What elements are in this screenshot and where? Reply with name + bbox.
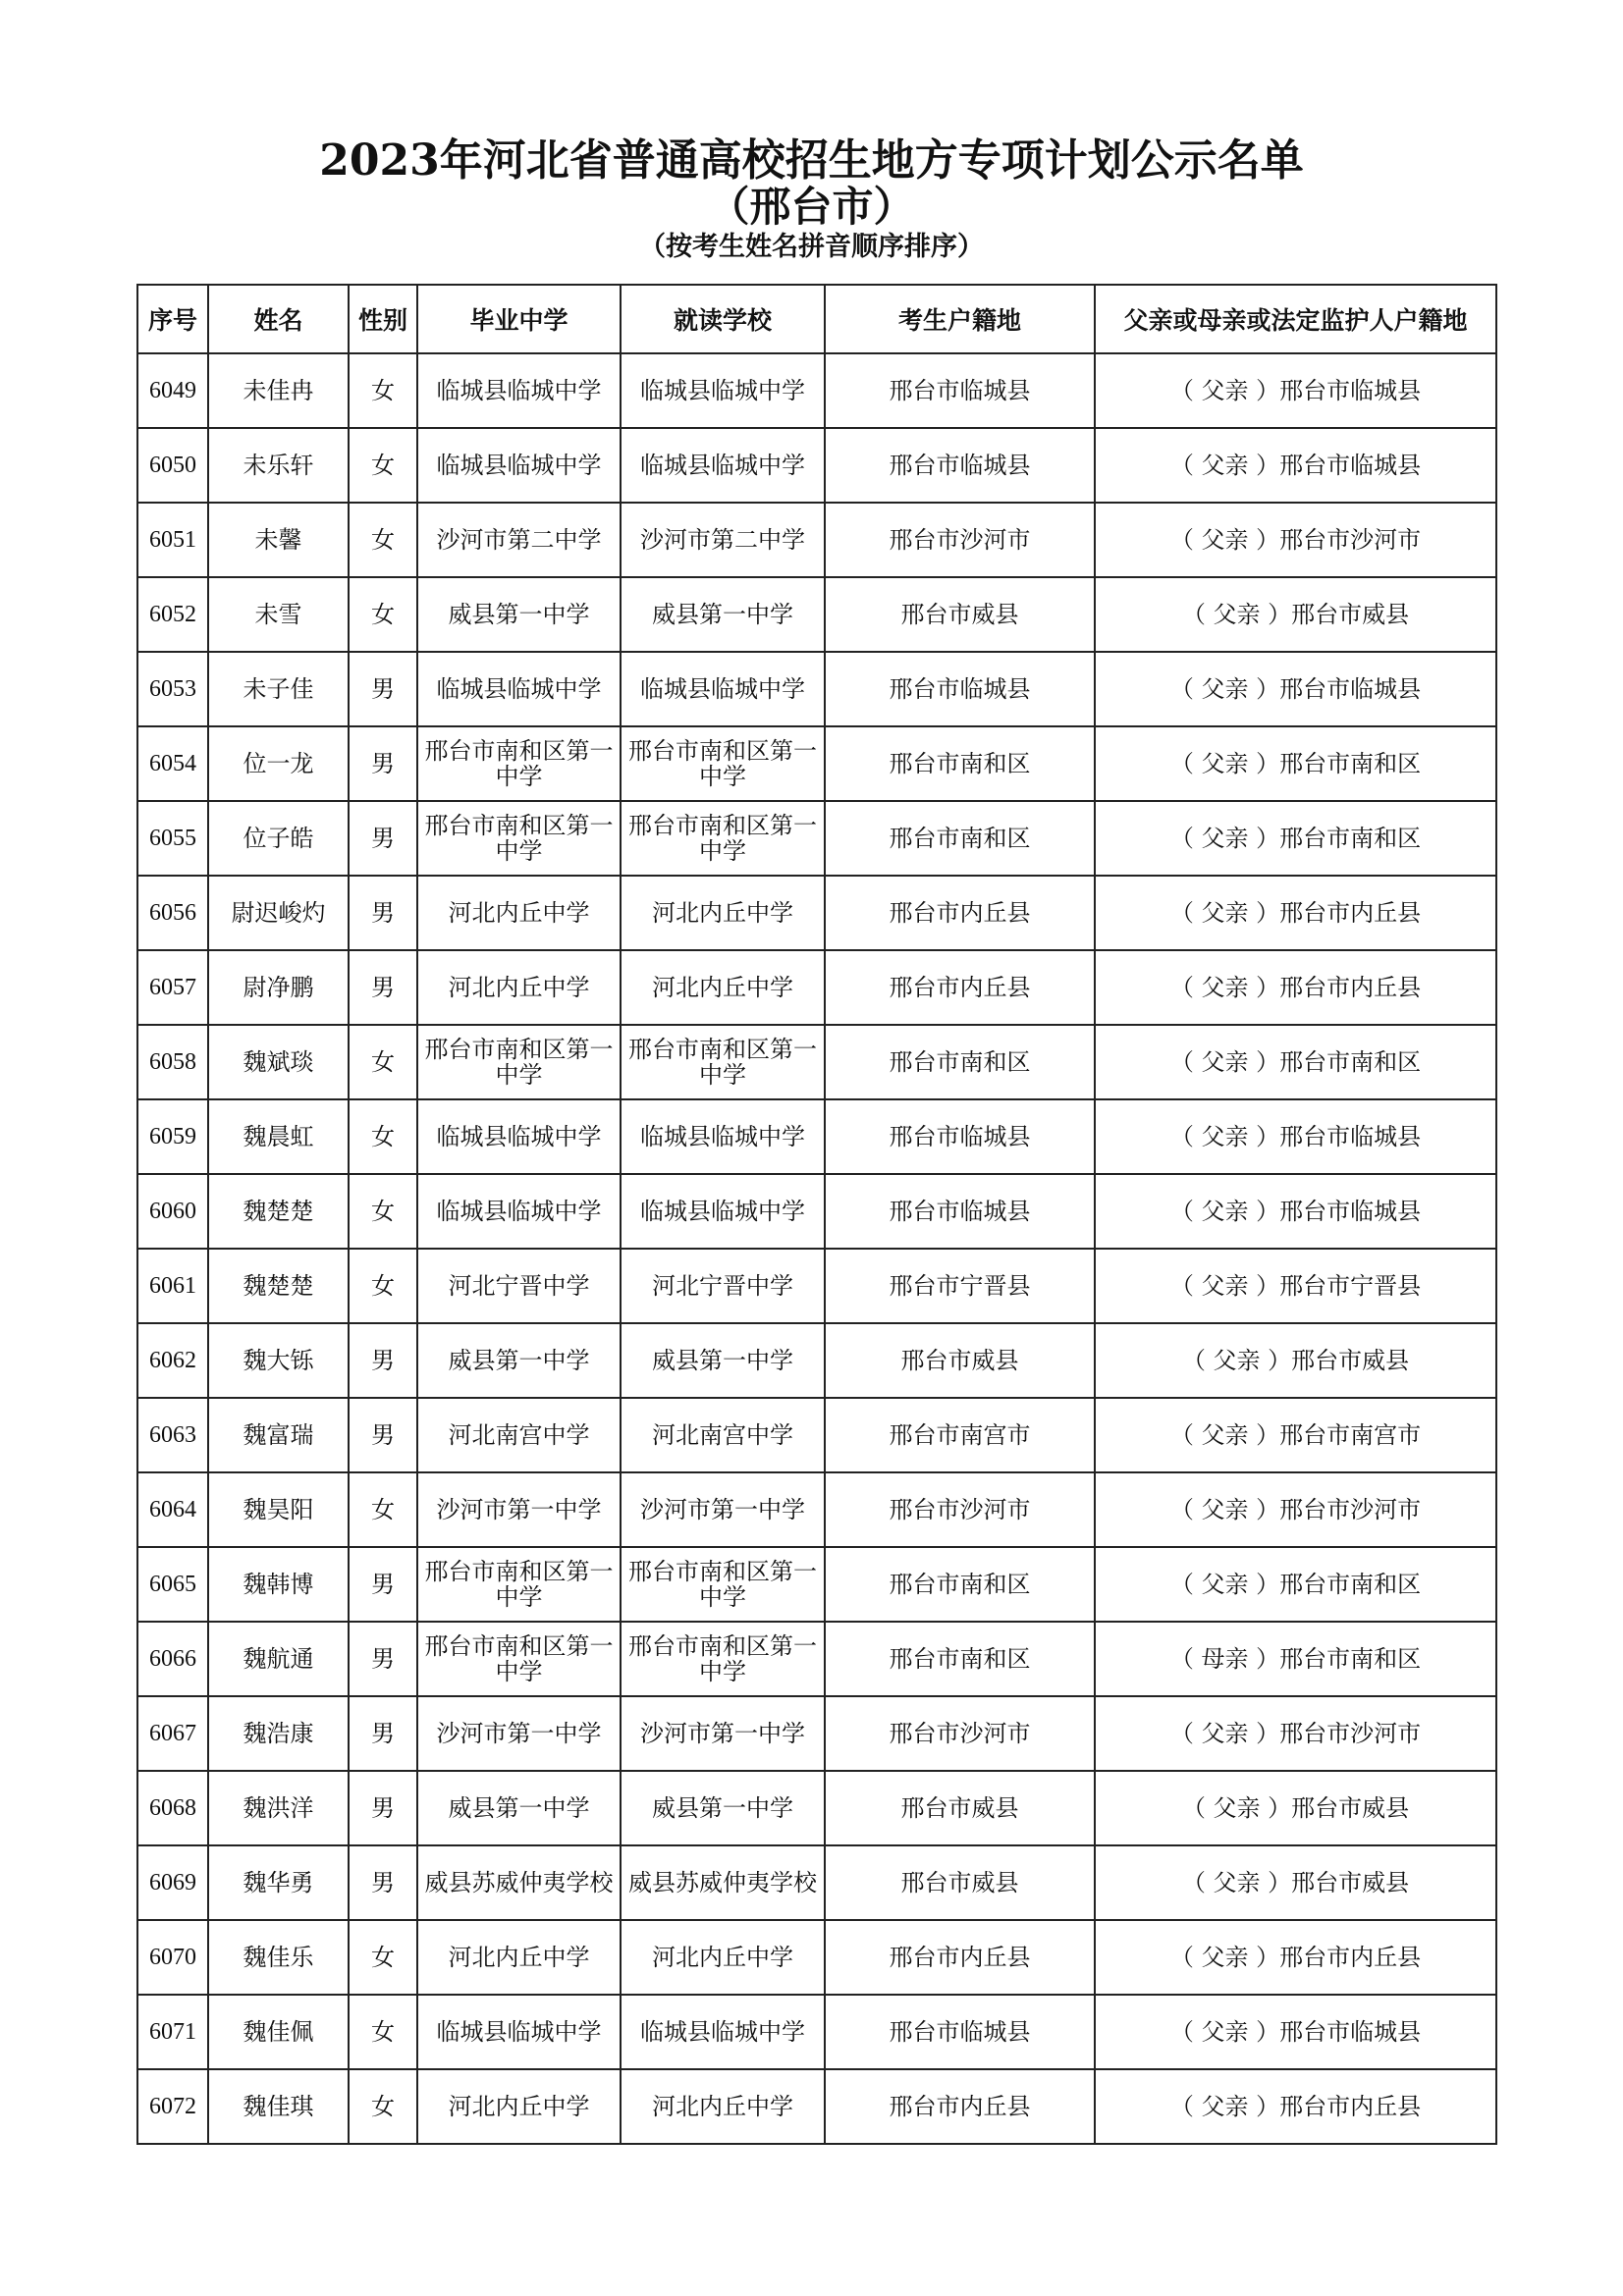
- gender-cell: 男: [349, 876, 417, 950]
- gender-cell: 女: [349, 1174, 417, 1249]
- name-cell: 魏浩康: [208, 1696, 349, 1771]
- seq-cell: 6066: [137, 1622, 208, 1696]
- graduate-school-cell: 临城县临城中学: [417, 652, 621, 726]
- current-school-cell: 临城县临城中学: [621, 652, 825, 726]
- table-row: [137, 1099, 1496, 1174]
- guardian-hukou-cell: （ 父亲 ）邢台市临城县: [1095, 1995, 1496, 2069]
- student-hukou-cell: 邢台市临城县: [825, 1099, 1095, 1174]
- name-cell: 尉净鹏: [208, 950, 349, 1025]
- student-hukou-cell: 邢台市内丘县: [825, 950, 1095, 1025]
- name-cell: 魏楚楚: [208, 1174, 349, 1249]
- guardian-hukou-cell: （ 父亲 ）邢台市威县: [1095, 1323, 1496, 1398]
- guardian-hukou-cell: （ 父亲 ）邢台市南宫市: [1095, 1398, 1496, 1472]
- table-row: [137, 1025, 1496, 1099]
- gender-cell: 女: [349, 428, 417, 503]
- graduate-school-cell: 临城县临城中学: [417, 1174, 621, 1249]
- gender-cell: 男: [349, 1323, 417, 1398]
- graduate-school-cell: 邢台市南和区第一中学: [417, 726, 621, 801]
- student-hukou-cell: 邢台市南和区: [825, 726, 1095, 801]
- guardian-hukou-cell: （ 父亲 ）邢台市临城县: [1095, 652, 1496, 726]
- student-hukou-cell: 邢台市南和区: [825, 801, 1095, 876]
- student-hukou-cell: 邢台市临城县: [825, 1995, 1095, 2069]
- guardian-hukou-cell: （ 父亲 ）邢台市内丘县: [1095, 876, 1496, 950]
- table-row: [137, 1920, 1496, 1995]
- current-school-cell: 河北内丘中学: [621, 876, 825, 950]
- guardian-hukou-cell: （ 父亲 ）邢台市临城县: [1095, 353, 1496, 428]
- graduate-school-cell: 沙河市第一中学: [417, 1696, 621, 1771]
- guardian-hukou-cell: （ 父亲 ）邢台市内丘县: [1095, 950, 1496, 1025]
- current-school-cell: 沙河市第一中学: [621, 1696, 825, 1771]
- table-row: [137, 876, 1496, 950]
- graduate-school-cell: 威县苏威仲夷学校: [417, 1845, 621, 1920]
- current-school-cell: 临城县临城中学: [621, 1174, 825, 1249]
- current-school-cell: 河北南宫中学: [621, 1398, 825, 1472]
- current-school-cell: 临城县临城中学: [621, 1099, 825, 1174]
- graduate-school-cell: 邢台市南和区第一中学: [417, 1622, 621, 1696]
- name-cell: 魏韩博: [208, 1547, 349, 1622]
- col-header-gender: 性别: [349, 285, 417, 353]
- gender-cell: 女: [349, 353, 417, 428]
- gender-cell: 女: [349, 1995, 417, 2069]
- table-row: [137, 1696, 1496, 1771]
- graduate-school-cell: 沙河市第二中学: [417, 503, 621, 577]
- table-row: [137, 1622, 1496, 1696]
- name-cell: 魏华勇: [208, 1845, 349, 1920]
- name-cell: 魏斌琰: [208, 1025, 349, 1099]
- gender-cell: 男: [349, 950, 417, 1025]
- seq-cell: 6072: [137, 2069, 208, 2144]
- student-hukou-cell: 邢台市南宫市: [825, 1398, 1095, 1472]
- current-school-cell: 邢台市南和区第一中学: [621, 1025, 825, 1099]
- table-row: [137, 353, 1496, 428]
- current-school-cell: 临城县临城中学: [621, 428, 825, 503]
- student-hukou-cell: 邢台市南和区: [825, 1025, 1095, 1099]
- current-school-cell: 威县苏威仲夷学校: [621, 1845, 825, 1920]
- current-school-cell: 威县第一中学: [621, 577, 825, 652]
- graduate-school-cell: 邢台市南和区第一中学: [417, 801, 621, 876]
- name-cell: 未佳冉: [208, 353, 349, 428]
- gender-cell: 男: [349, 1622, 417, 1696]
- graduate-school-cell: 威县第一中学: [417, 1323, 621, 1398]
- guardian-hukou-cell: （ 父亲 ）邢台市南和区: [1095, 1547, 1496, 1622]
- name-cell: 魏佳乐: [208, 1920, 349, 1995]
- student-hukou-cell: 邢台市临城县: [825, 652, 1095, 726]
- name-cell: 魏楚楚: [208, 1249, 349, 1323]
- seq-cell: 6052: [137, 577, 208, 652]
- current-school-cell: 临城县临城中学: [621, 1995, 825, 2069]
- graduate-school-cell: 河北内丘中学: [417, 876, 621, 950]
- table-row: [137, 1995, 1496, 2069]
- seq-cell: 6062: [137, 1323, 208, 1398]
- gender-cell: 女: [349, 1025, 417, 1099]
- guardian-hukou-cell: （ 父亲 ）邢台市南和区: [1095, 801, 1496, 876]
- guardian-hukou-cell: （ 父亲 ）邢台市临城县: [1095, 1174, 1496, 1249]
- seq-cell: 6071: [137, 1995, 208, 2069]
- table-row: [137, 2069, 1496, 2144]
- seq-cell: 6064: [137, 1472, 208, 1547]
- page-title: 2023年河北省普通高校招生地方专项计划公示名单: [319, 135, 1304, 186]
- gender-cell: 男: [349, 652, 417, 726]
- table-row: [137, 1771, 1496, 1845]
- seq-cell: 6058: [137, 1025, 208, 1099]
- table-header: [137, 285, 1496, 353]
- guardian-hukou-cell: （ 父亲 ）邢台市内丘县: [1095, 2069, 1496, 2144]
- current-school-cell: 临城县临城中学: [621, 353, 825, 428]
- seq-cell: 6070: [137, 1920, 208, 1995]
- name-cell: 未馨: [208, 503, 349, 577]
- name-cell: 魏昊阳: [208, 1472, 349, 1547]
- student-hukou-cell: 邢台市威县: [825, 577, 1095, 652]
- seq-cell: 6054: [137, 726, 208, 801]
- student-hukou-cell: 邢台市南和区: [825, 1547, 1095, 1622]
- name-cell: 魏大铄: [208, 1323, 349, 1398]
- gender-cell: 男: [349, 1845, 417, 1920]
- table-row: [137, 950, 1496, 1025]
- student-hukou-cell: 邢台市临城县: [825, 428, 1095, 503]
- table-row: [137, 652, 1496, 726]
- graduate-school-cell: 威县第一中学: [417, 1771, 621, 1845]
- student-hukou-cell: 邢台市内丘县: [825, 876, 1095, 950]
- guardian-hukou-cell: （ 父亲 ）邢台市威县: [1095, 577, 1496, 652]
- guardian-hukou-cell: （ 父亲 ）邢台市威县: [1095, 1771, 1496, 1845]
- graduate-school-cell: 邢台市南和区第一中学: [417, 1547, 621, 1622]
- gender-cell: 男: [349, 1696, 417, 1771]
- header-row: [137, 285, 1496, 353]
- seq-cell: 6049: [137, 353, 208, 428]
- guardian-hukou-cell: （ 父亲 ）邢台市沙河市: [1095, 1696, 1496, 1771]
- table-row: [137, 503, 1496, 577]
- seq-cell: 6050: [137, 428, 208, 503]
- table-row: [137, 577, 1496, 652]
- name-cell: 魏晨虹: [208, 1099, 349, 1174]
- graduate-school-cell: 河北内丘中学: [417, 2069, 621, 2144]
- current-school-cell: 邢台市南和区第一中学: [621, 726, 825, 801]
- student-hukou-cell: 邢台市威县: [825, 1323, 1095, 1398]
- gender-cell: 男: [349, 726, 417, 801]
- graduate-school-cell: 威县第一中学: [417, 577, 621, 652]
- gender-cell: 男: [349, 1771, 417, 1845]
- gender-cell: 女: [349, 577, 417, 652]
- student-list-table: [136, 284, 1497, 2145]
- graduate-school-cell: 河北宁晋中学: [417, 1249, 621, 1323]
- col-header-graduate-school: 毕业中学: [417, 285, 621, 353]
- name-cell: 未乐轩: [208, 428, 349, 503]
- current-school-cell: 河北内丘中学: [621, 1920, 825, 1995]
- name-cell: 位一龙: [208, 726, 349, 801]
- current-school-cell: 沙河市第二中学: [621, 503, 825, 577]
- table-row: [137, 1249, 1496, 1323]
- city-subtitle: （邢台市）: [708, 183, 915, 231]
- name-cell: 尉迟峻灼: [208, 876, 349, 950]
- guardian-hukou-cell: （ 父亲 ）邢台市临城县: [1095, 428, 1496, 503]
- gender-cell: 女: [349, 2069, 417, 2144]
- graduate-school-cell: 临城县临城中学: [417, 428, 621, 503]
- current-school-cell: 邢台市南和区第一中学: [621, 801, 825, 876]
- current-school-cell: 河北内丘中学: [621, 950, 825, 1025]
- seq-cell: 6063: [137, 1398, 208, 1472]
- guardian-hukou-cell: （ 父亲 ）邢台市南和区: [1095, 726, 1496, 801]
- table-row: [137, 1174, 1496, 1249]
- student-hukou-cell: 邢台市南和区: [825, 1622, 1095, 1696]
- table-body: [137, 353, 1496, 2144]
- table-row: [137, 1323, 1496, 1398]
- name-cell: 位子皓: [208, 801, 349, 876]
- table-row: [137, 801, 1496, 876]
- seq-cell: 6051: [137, 503, 208, 577]
- current-school-cell: 威县第一中学: [621, 1323, 825, 1398]
- graduate-school-cell: 沙河市第一中学: [417, 1472, 621, 1547]
- graduate-school-cell: 河北内丘中学: [417, 1920, 621, 1995]
- table-row: [137, 726, 1496, 801]
- graduate-school-cell: 临城县临城中学: [417, 1995, 621, 2069]
- col-header-name: 姓名: [208, 285, 349, 353]
- guardian-hukou-cell: （ 父亲 ）邢台市南和区: [1095, 1025, 1496, 1099]
- seq-cell: 6068: [137, 1771, 208, 1845]
- seq-cell: 6055: [137, 801, 208, 876]
- seq-cell: 6060: [137, 1174, 208, 1249]
- table-row: [137, 1472, 1496, 1547]
- seq-cell: 6065: [137, 1547, 208, 1622]
- name-cell: 魏佳佩: [208, 1995, 349, 2069]
- guardian-hukou-cell: （ 父亲 ）邢台市内丘县: [1095, 1920, 1496, 1995]
- name-cell: 魏航通: [208, 1622, 349, 1696]
- student-hukou-cell: 邢台市沙河市: [825, 503, 1095, 577]
- col-header-current-school: 就读学校: [621, 285, 825, 353]
- sort-note: （按考生姓名拼音顺序排序）: [639, 232, 984, 262]
- gender-cell: 男: [349, 1547, 417, 1622]
- current-school-cell: 河北内丘中学: [621, 2069, 825, 2144]
- name-cell: 魏富瑞: [208, 1398, 349, 1472]
- guardian-hukou-cell: （ 父亲 ）邢台市沙河市: [1095, 503, 1496, 577]
- graduate-school-cell: 河北内丘中学: [417, 950, 621, 1025]
- name-cell: 魏佳琪: [208, 2069, 349, 2144]
- guardian-hukou-cell: （ 父亲 ）邢台市沙河市: [1095, 1472, 1496, 1547]
- name-cell: 未雪: [208, 577, 349, 652]
- student-hukou-cell: 邢台市威县: [825, 1845, 1095, 1920]
- seq-cell: 6067: [137, 1696, 208, 1771]
- seq-cell: 6061: [137, 1249, 208, 1323]
- table-row: [137, 1845, 1496, 1920]
- student-hukou-cell: 邢台市临城县: [825, 1174, 1095, 1249]
- current-school-cell: 邢台市南和区第一中学: [621, 1547, 825, 1622]
- gender-cell: 女: [349, 1472, 417, 1547]
- table-row: [137, 1398, 1496, 1472]
- current-school-cell: 威县第一中学: [621, 1771, 825, 1845]
- table-row: [137, 1547, 1496, 1622]
- gender-cell: 男: [349, 1398, 417, 1472]
- gender-cell: 女: [349, 503, 417, 577]
- seq-cell: 6069: [137, 1845, 208, 1920]
- gender-cell: 女: [349, 1099, 417, 1174]
- student-hukou-cell: 邢台市沙河市: [825, 1696, 1095, 1771]
- name-cell: 魏洪洋: [208, 1771, 349, 1845]
- col-header-seq: 序号: [137, 285, 208, 353]
- col-header-student-hukou: 考生户籍地: [825, 285, 1095, 353]
- graduate-school-cell: 临城县临城中学: [417, 353, 621, 428]
- graduate-school-cell: 临城县临城中学: [417, 1099, 621, 1174]
- student-hukou-cell: 邢台市威县: [825, 1771, 1095, 1845]
- current-school-cell: 沙河市第一中学: [621, 1472, 825, 1547]
- student-hukou-cell: 邢台市内丘县: [825, 2069, 1095, 2144]
- guardian-hukou-cell: （ 父亲 ）邢台市威县: [1095, 1845, 1496, 1920]
- student-hukou-cell: 邢台市宁晋县: [825, 1249, 1095, 1323]
- name-cell: 未子佳: [208, 652, 349, 726]
- seq-cell: 6053: [137, 652, 208, 726]
- current-school-cell: 邢台市南和区第一中学: [621, 1622, 825, 1696]
- guardian-hukou-cell: （ 母亲 ）邢台市南和区: [1095, 1622, 1496, 1696]
- student-hukou-cell: 邢台市临城县: [825, 353, 1095, 428]
- seq-cell: 6057: [137, 950, 208, 1025]
- graduate-school-cell: 河北南宫中学: [417, 1398, 621, 1472]
- seq-cell: 6056: [137, 876, 208, 950]
- student-hukou-cell: 邢台市沙河市: [825, 1472, 1095, 1547]
- table-row: [137, 428, 1496, 503]
- guardian-hukou-cell: （ 父亲 ）邢台市宁晋县: [1095, 1249, 1496, 1323]
- current-school-cell: 河北宁晋中学: [621, 1249, 825, 1323]
- student-hukou-cell: 邢台市内丘县: [825, 1920, 1095, 1995]
- gender-cell: 男: [349, 801, 417, 876]
- col-header-guardian-hukou: 父亲或母亲或法定监护人户籍地: [1095, 285, 1496, 353]
- gender-cell: 女: [349, 1249, 417, 1323]
- seq-cell: 6059: [137, 1099, 208, 1174]
- gender-cell: 女: [349, 1920, 417, 1995]
- guardian-hukou-cell: （ 父亲 ）邢台市临城县: [1095, 1099, 1496, 1174]
- graduate-school-cell: 邢台市南和区第一中学: [417, 1025, 621, 1099]
